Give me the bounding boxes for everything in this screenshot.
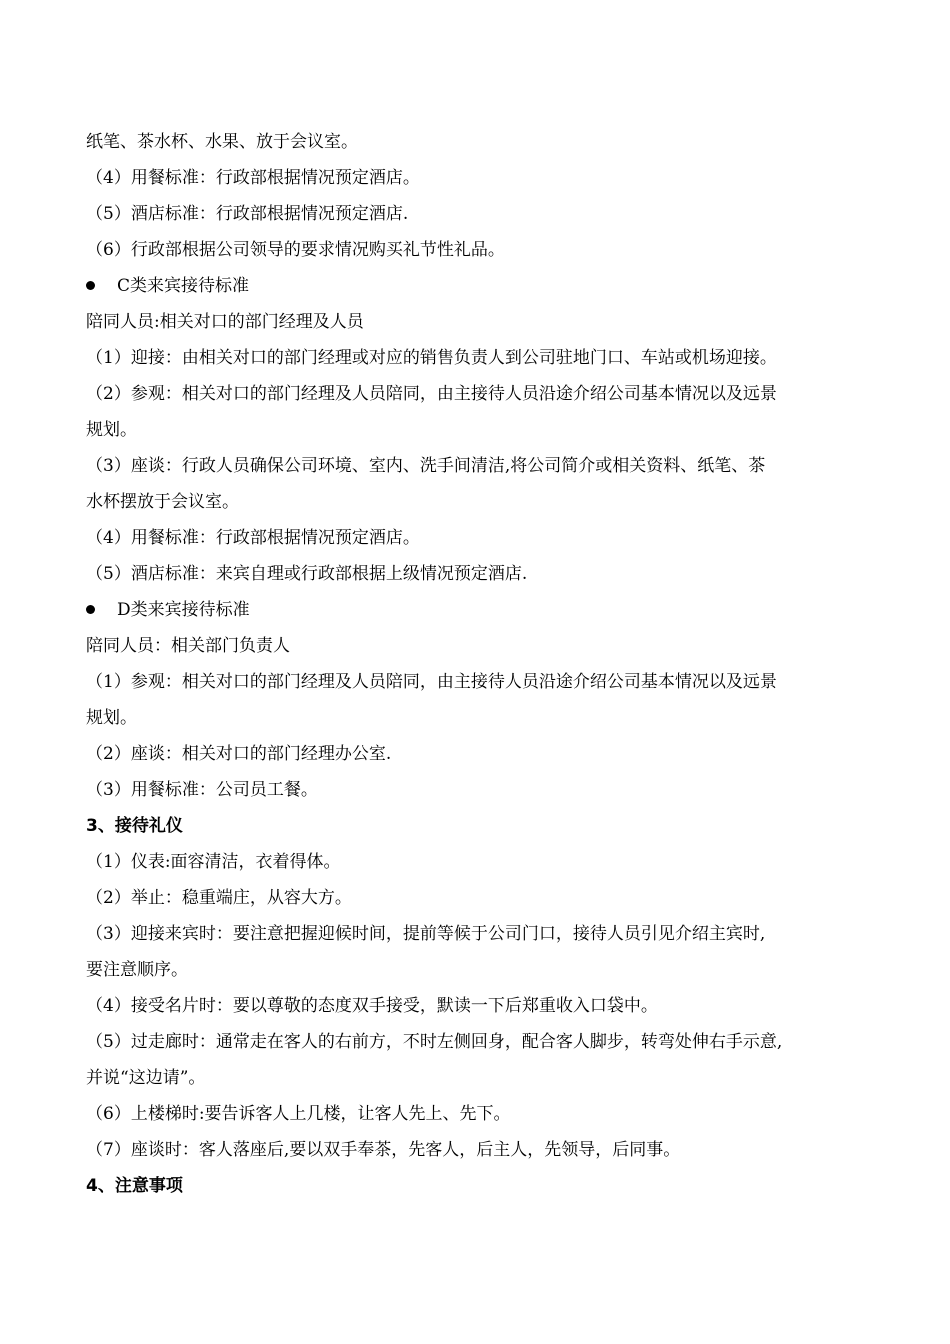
paragraph-line: （3）迎接来宾时：要注意把握迎候时间，提前等候于公司门口，接待人员引见介绍主宾时, xyxy=(86,924,766,944)
paragraph-line: （6）上楼梯时:要告诉客人上几楼，让客人先上、先下。 xyxy=(86,1104,511,1124)
bullet-label: C类来宾接待标准 xyxy=(117,276,250,296)
paragraph-line: （1）仪表:面容清洁，衣着得体。 xyxy=(86,852,341,872)
bullet-label: D类来宾接待标准 xyxy=(117,600,250,620)
paragraph-line: 规划。 xyxy=(86,708,137,728)
paragraph-line: 陪同人员:相关对口的部门经理及人员 xyxy=(86,312,364,332)
section-heading: 3、接待礼仪 xyxy=(86,816,183,836)
bullet-dot-icon xyxy=(86,281,95,290)
paragraph-line: 水杯摆放于会议室。 xyxy=(86,492,239,512)
paragraph-line: （7）座谈时：客人落座后,要以双手奉茶，先客人，后主人，先领导，后同事。 xyxy=(86,1140,681,1160)
bullet-item xyxy=(86,592,876,628)
document-body xyxy=(86,124,876,1204)
paragraph-line: （3）用餐标准：公司员工餐。 xyxy=(86,780,318,800)
bullet-dot-icon xyxy=(86,605,95,614)
paragraph-line: （2）举止：稳重端庄，从容大方。 xyxy=(86,888,352,908)
paragraph-line: 并说“这边请”。 xyxy=(86,1068,206,1088)
paragraph-line: （4）用餐标准：行政部根据情况预定酒店。 xyxy=(86,168,420,188)
paragraph-line: （2）座谈：相关对口的部门经理办公室. xyxy=(86,744,392,764)
paragraph-line: （3）座谈：行政人员确保公司环境、室内、洗手间清洁,将公司简介或相关资料、纸笔、茶 xyxy=(86,456,766,476)
paragraph-line: （6）行政部根据公司领导的要求情况购买礼节性礼品。 xyxy=(86,240,505,260)
bullet-item xyxy=(86,268,876,304)
paragraph-line: （2）参观：相关对口的部门经理及人员陪同，由主接待人员沿途介绍公司基本情况以及远景 xyxy=(86,384,777,404)
paragraph-line: 要注意顺序。 xyxy=(86,960,188,980)
paragraph-line: （4）用餐标准：行政部根据情况预定酒店。 xyxy=(86,528,420,548)
paragraph-line: （5）酒店标准：来宾自理或行政部根据上级情况预定酒店. xyxy=(86,564,528,584)
paragraph-line: （5）酒店标准：行政部根据情况预定酒店. xyxy=(86,204,409,224)
section-heading: 4、注意事项 xyxy=(86,1176,183,1196)
paragraph-line: 纸笔、茶水杯、水果、放于会议室。 xyxy=(86,132,358,152)
paragraph-line: （1）迎接：由相关对口的部门经理或对应的销售负责人到公司驻地门口、车站或机场迎接。 xyxy=(86,348,777,368)
paragraph-line: （4）接受名片时：要以尊敬的态度双手接受，默读一下后郑重收入口袋中。 xyxy=(86,996,658,1016)
paragraph-line: （1）参观：相关对口的部门经理及人员陪同，由主接待人员沿途介绍公司基本情况以及远景 xyxy=(86,672,777,692)
paragraph-line: 规划。 xyxy=(86,420,137,440)
paragraph-line: 陪同人员：相关部门负责人 xyxy=(86,636,290,656)
paragraph-line: （5）过走廊时：通常走在客人的右前方，不时左侧回身，配合客人脚步，转弯处伸右手示意, xyxy=(86,1032,783,1052)
